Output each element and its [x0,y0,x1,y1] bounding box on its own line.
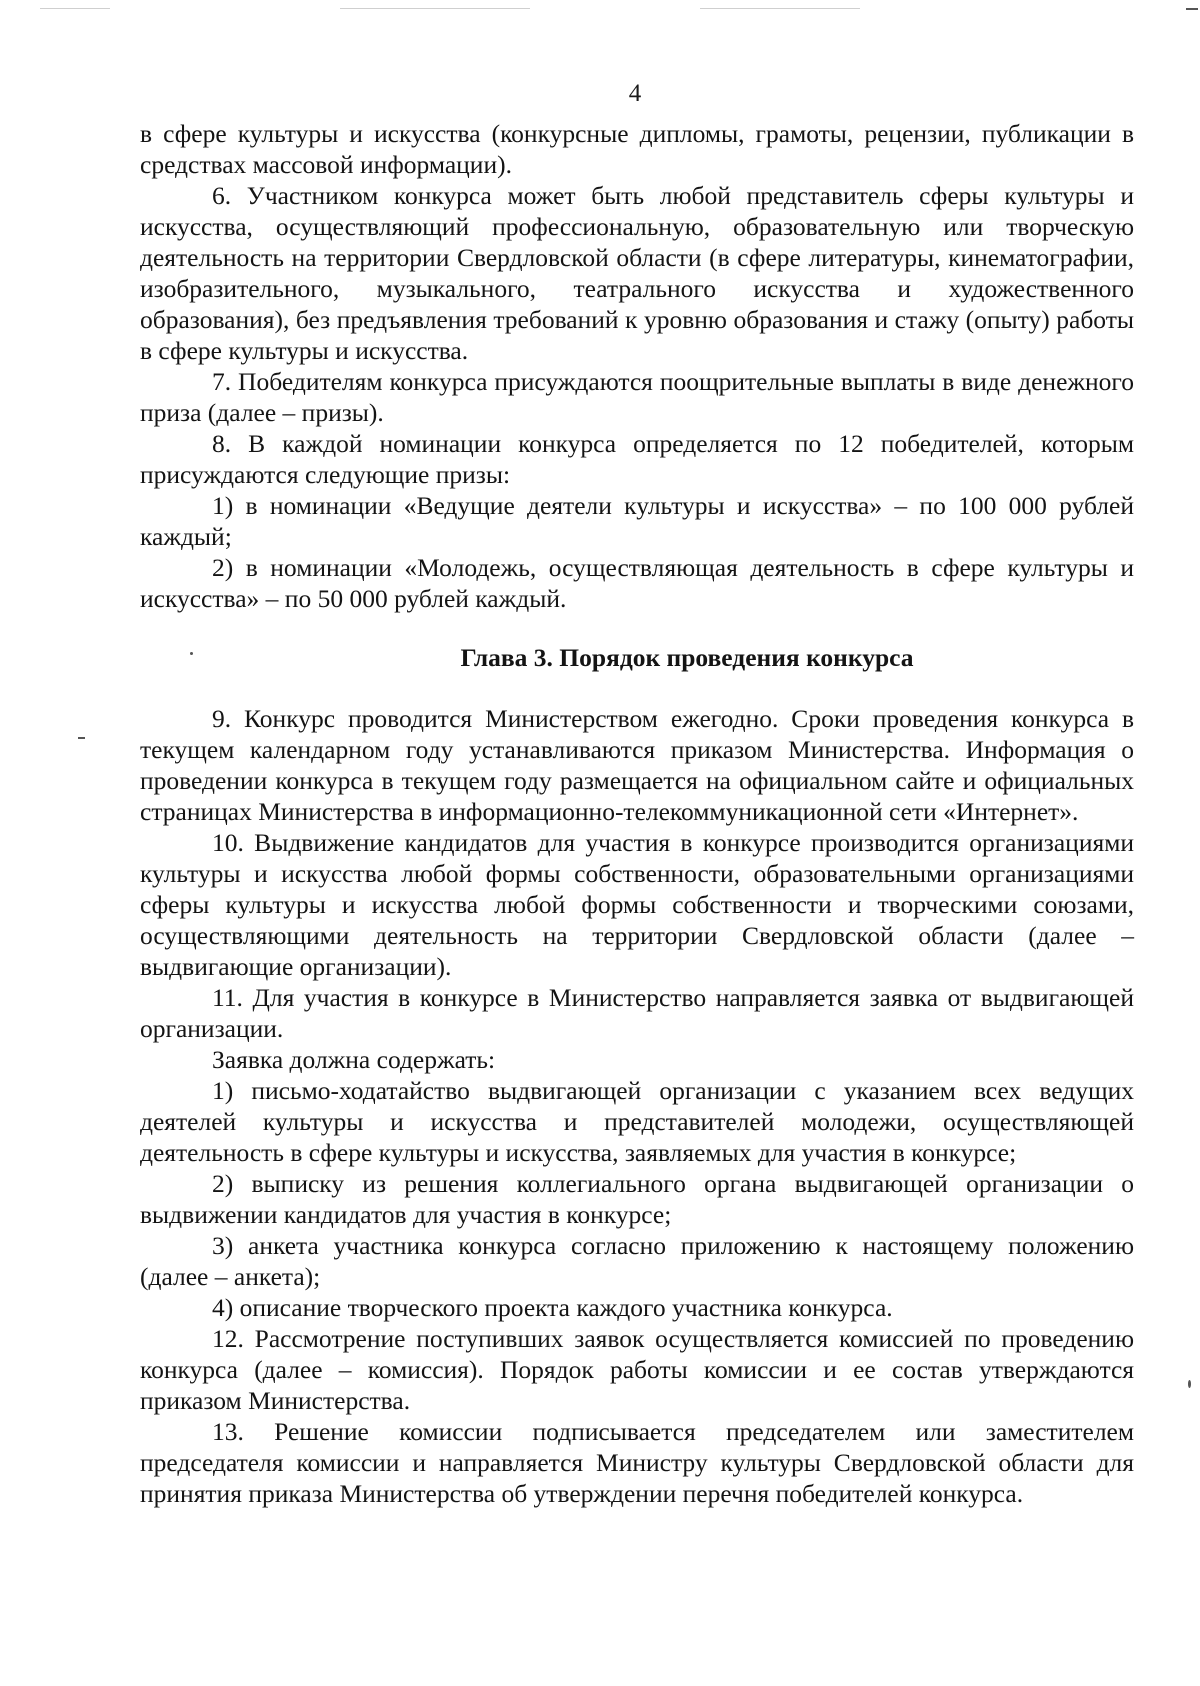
application-item-2: 2) выписку из решения коллегиального органа выдвигающей организации о выдвижении кандидатов для участия в конкурсе; [140,1169,1134,1229]
chapter-heading: Глава 3. Порядок проведения конкурса [460,643,914,672]
scan-artifact-top-line [340,8,530,9]
application-contents-intro: Заявка должна содержать: [212,1045,496,1074]
paragraph-7: 7. Победителям конкурса присуждаются поощрительные выплаты в виде денежного приза (далее – призы). [140,367,1134,427]
application-item-1: 1) письмо-ходатайство выдвигающей организации с указанием всех ведущих деятелей культуры и искусства и представителей молодежи, осуществляющей деятельность в сфере культуры и искусства, заявляемых для участия в конкурсе; [140,1076,1134,1167]
paragraph-13: 13. Решение комиссии подписывается председателем или заместителем председателя комиссии и направляется Министру культуры Свердловской области для принятия приказа Министерства об утверждении перечня победителей конкурса. [140,1417,1134,1508]
scan-artifact-speck [1188,1380,1191,1388]
paragraph-8-item-2: 2) в номинации «Молодежь, осуществляющая деятельность в сфере культуры и искусства» – по 50 000 рублей каждый. [140,553,1134,613]
scan-artifact-speck [1186,8,1198,10]
paragraph-6: 6. Участником конкурса может быть любой представитель сферы культуры и искусства, осуществляющий профессиональную, образовательную или творческую деятельность на территории Свердловской области (в сфере литературы, кинематографии, изобразительного, музыкального, театрального искусства и художественного образования), без предъявления требований к уровню образования и стажу (опыту) работы в сфере культуры и искусства. [140,181,1134,365]
application-item-3: 3) анкета участника конкурса согласно приложению к настоящему положению (далее – анкета); [140,1231,1134,1291]
paragraph-10: 10. Выдвижение кандидатов для участия в конкурсе производится организациями культуры и искусства любой формы собственности, образовательными организациями сферы культуры и искусства любой формы собственности и творческими союзами, осуществляющими деятельность на территории Свердловской области (далее – выдвигающие организации). [140,828,1134,981]
scan-artifact-top-line [700,8,860,9]
scan-artifact-speck [78,737,85,739]
scan-artifact-top-line [40,8,110,9]
page-number: 4 [628,80,642,107]
paragraph-12: 12. Рассмотрение поступивших заявок осуществляется комиссией по проведению конкурса (далее – комиссия). Порядок работы комиссии и ее состав утверждаются приказом Министерства. [140,1324,1134,1415]
paragraph-8-item-1: 1) в номинации «Ведущие деятели культуры и искусства» – по 100 000 рублей каждый; [140,491,1134,551]
paragraph-8: 8. В каждой номинации конкурса определяется по 12 победителей, которым присуждаются следующие призы: [140,429,1134,489]
paragraph-11: 11. Для участия в конкурсе в Министерство направляется заявка от выдвигающей организации. [140,983,1134,1043]
application-item-4: 4) описание творческого проекта каждого участника конкурса. [212,1293,893,1322]
paragraph-9: 9. Конкурс проводится Министерством ежегодно. Сроки проведения конкурса в текущем календарном году устанавливаются приказом Министерства. Информация о проведении конкурса в текущем году размещается на официальном сайте и официальных страницах Министерства в информационно-телекоммуникационной сети «Интернет». [140,704,1134,826]
paragraph-continuation: в сфере культуры и искусства (конкурсные дипломы, грамоты, рецензии, публикации в средствах массовой информации). [140,119,1134,179]
document-body [140,118,1134,1509]
